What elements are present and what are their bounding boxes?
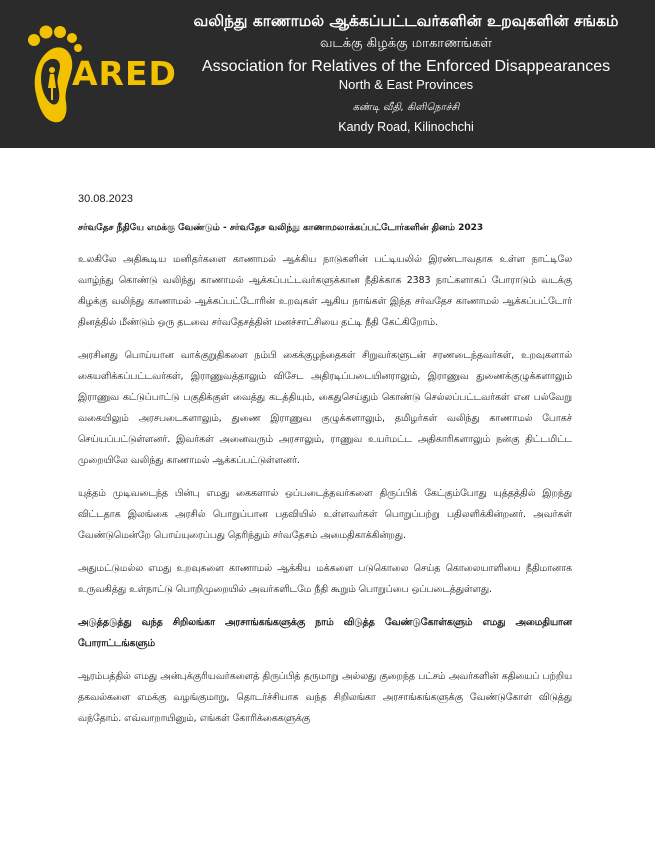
letter-title: சர்வதேச நீதியே எமக்கு வேண்டும் - சர்வதேச வலிந்து காணாமலாக்கப்பட்டோர்களின் தினம் 2023 [78,223,484,233]
org-region-tamil: வடக்கு கிழக்கு மாகாணங்கள் [319,36,493,51]
fared-logo [20,10,177,128]
org-region-english: North & East Provinces [338,77,474,92]
paragraph: அரசினது பொய்யான வாக்குறுதிகளை நம்பி கைக்குழந்தைகள் சிறுவர்களுடன் சரணடைந்தவர்கள், உறவுகளால் கையளிக்கப்பட்டவர்கள், இராணுவத்தாலும் விசேட அதிரடிப்படையினராலும், இராணுவ துணைக்குழுக்களாலும் இராணுவ கட்டுப்பாட்டு பகுதிக்குள் வைத்து கடத்தியும், கைதுசெய்தும் கொண்டு செல்லப்பட்டவர்கள் என பல்வேறு வகையிலும் அரசபடைகளாலும், துணை இராணுவ குழுக்களாலும், தமிழர்கள் வலிந்து காணாமல் போகச் செய்யப்பட்டுள்ளனர். இவர்கள் அனைவரும் அரசாலும், ராணுவ உயர்மட்ட அதிகாரிகளாலும் நன்கு திட்டமிட்ட முறையிலே வலிந்து காணாமல் ஆக்கப்பட்டுள்ளனர். [78,350,572,466]
address-english: Kandy Road, Kilinochchi [338,120,474,134]
address-tamil: கண்டி வீதி, கிளிநொச்சி [352,102,460,113]
letterhead-text [166,8,646,135]
paragraph: யுத்தம் முடிவடைந்த பின்பு எமது கைகளால் ஒப்படைத்தவர்களை திருப்பிக் கேட்கும்போது யுத்தத்தில் இறந்து விட்டதாக இலங்கை அரசில் பொறுப்பான பதவியில் உள்ளவர்கள் பொறுப்பற்று பதிலளிக்கின்றனர். அவர்கள் வேண்டுமென்றே பொய்யுரைப்பது தெரிந்தும் சர்வதேசம் அமைதிகாக்கின்றது. [78,488,572,541]
paragraph: உலகிலே அதிகூடிய மனிதர்களை காணாமல் ஆக்கிய நாடுகளின் பட்டியலில் இரண்டாவதாக உள்ள நாட்டிலே வாழ்ந்து கொண்டு வலிந்து காணாமல் ஆக்கப்பட்டவர்களுக்கான நீதிக்காக 2383 நாட்களாகப் போராடும் வடக்கு கிழக்கு வலிந்து காணாமல் ஆக்கப்பட்டோரின் உறவுகள் ஆகிய நாங்கள் இந்த சர்வதேச காணாமல் ஆக்கப்பட்டோர் தினத்தில் மீண்டும் ஒரு தடவை சர்வதேசத்தின் மனச்சாட்சியை தட்டி நீதி கேட்கிறோம். [78,254,572,328]
section-heading: அடுத்தடுத்து வந்த சிறிலங்கா அரசாங்கங்களுக்கு நாம் விடுத்த வேண்டுகோள்களும் எமது அமைதியான போராட்டங்களும் [78,617,572,649]
logo-text: ARED [72,54,177,93]
org-name-tamil: வலிந்து காணாமல் ஆக்கப்பட்டவர்களின் உறவுகளின் சங்கம் [193,12,619,30]
paragraph: அதுமட்டுமல்ல எமது உறவுகளை காணாமல் ஆக்கிய மக்களை படுகொலை செய்த கொலையாளியை நீதிமானாக உருவகித்து உள்நாட்டு பொறிமுறையில் அவர்களிடமே நீதி கூறும் பொறுப்பை ஒப்படைத்துள்ளது. [78,563,572,595]
letterhead [0,0,655,148]
letter-date: 30.08.2023 [78,193,134,205]
org-name-english: Association for Relatives of the Enforced Disappearances [201,58,611,75]
paragraph: ஆரம்பத்தில் எமது அன்புக்குரியவர்களைத் திருப்பித் தருமாறு அல்லது குறைந்த பட்சம் அவர்களின் கதியைப் பற்றிய தகவல்களை எமக்கு வழங்குமாறு, தொடர்ச்சியாக வந்த சிறிலங்கா அரசாங்கங்களுக்கு வேண்டுகோள் விடுத்து வந்தோம். எவ்வாறாயினும், எங்கள் கோரிக்கைகளுக்கு [78,671,572,724]
letter-body [78,192,572,729]
